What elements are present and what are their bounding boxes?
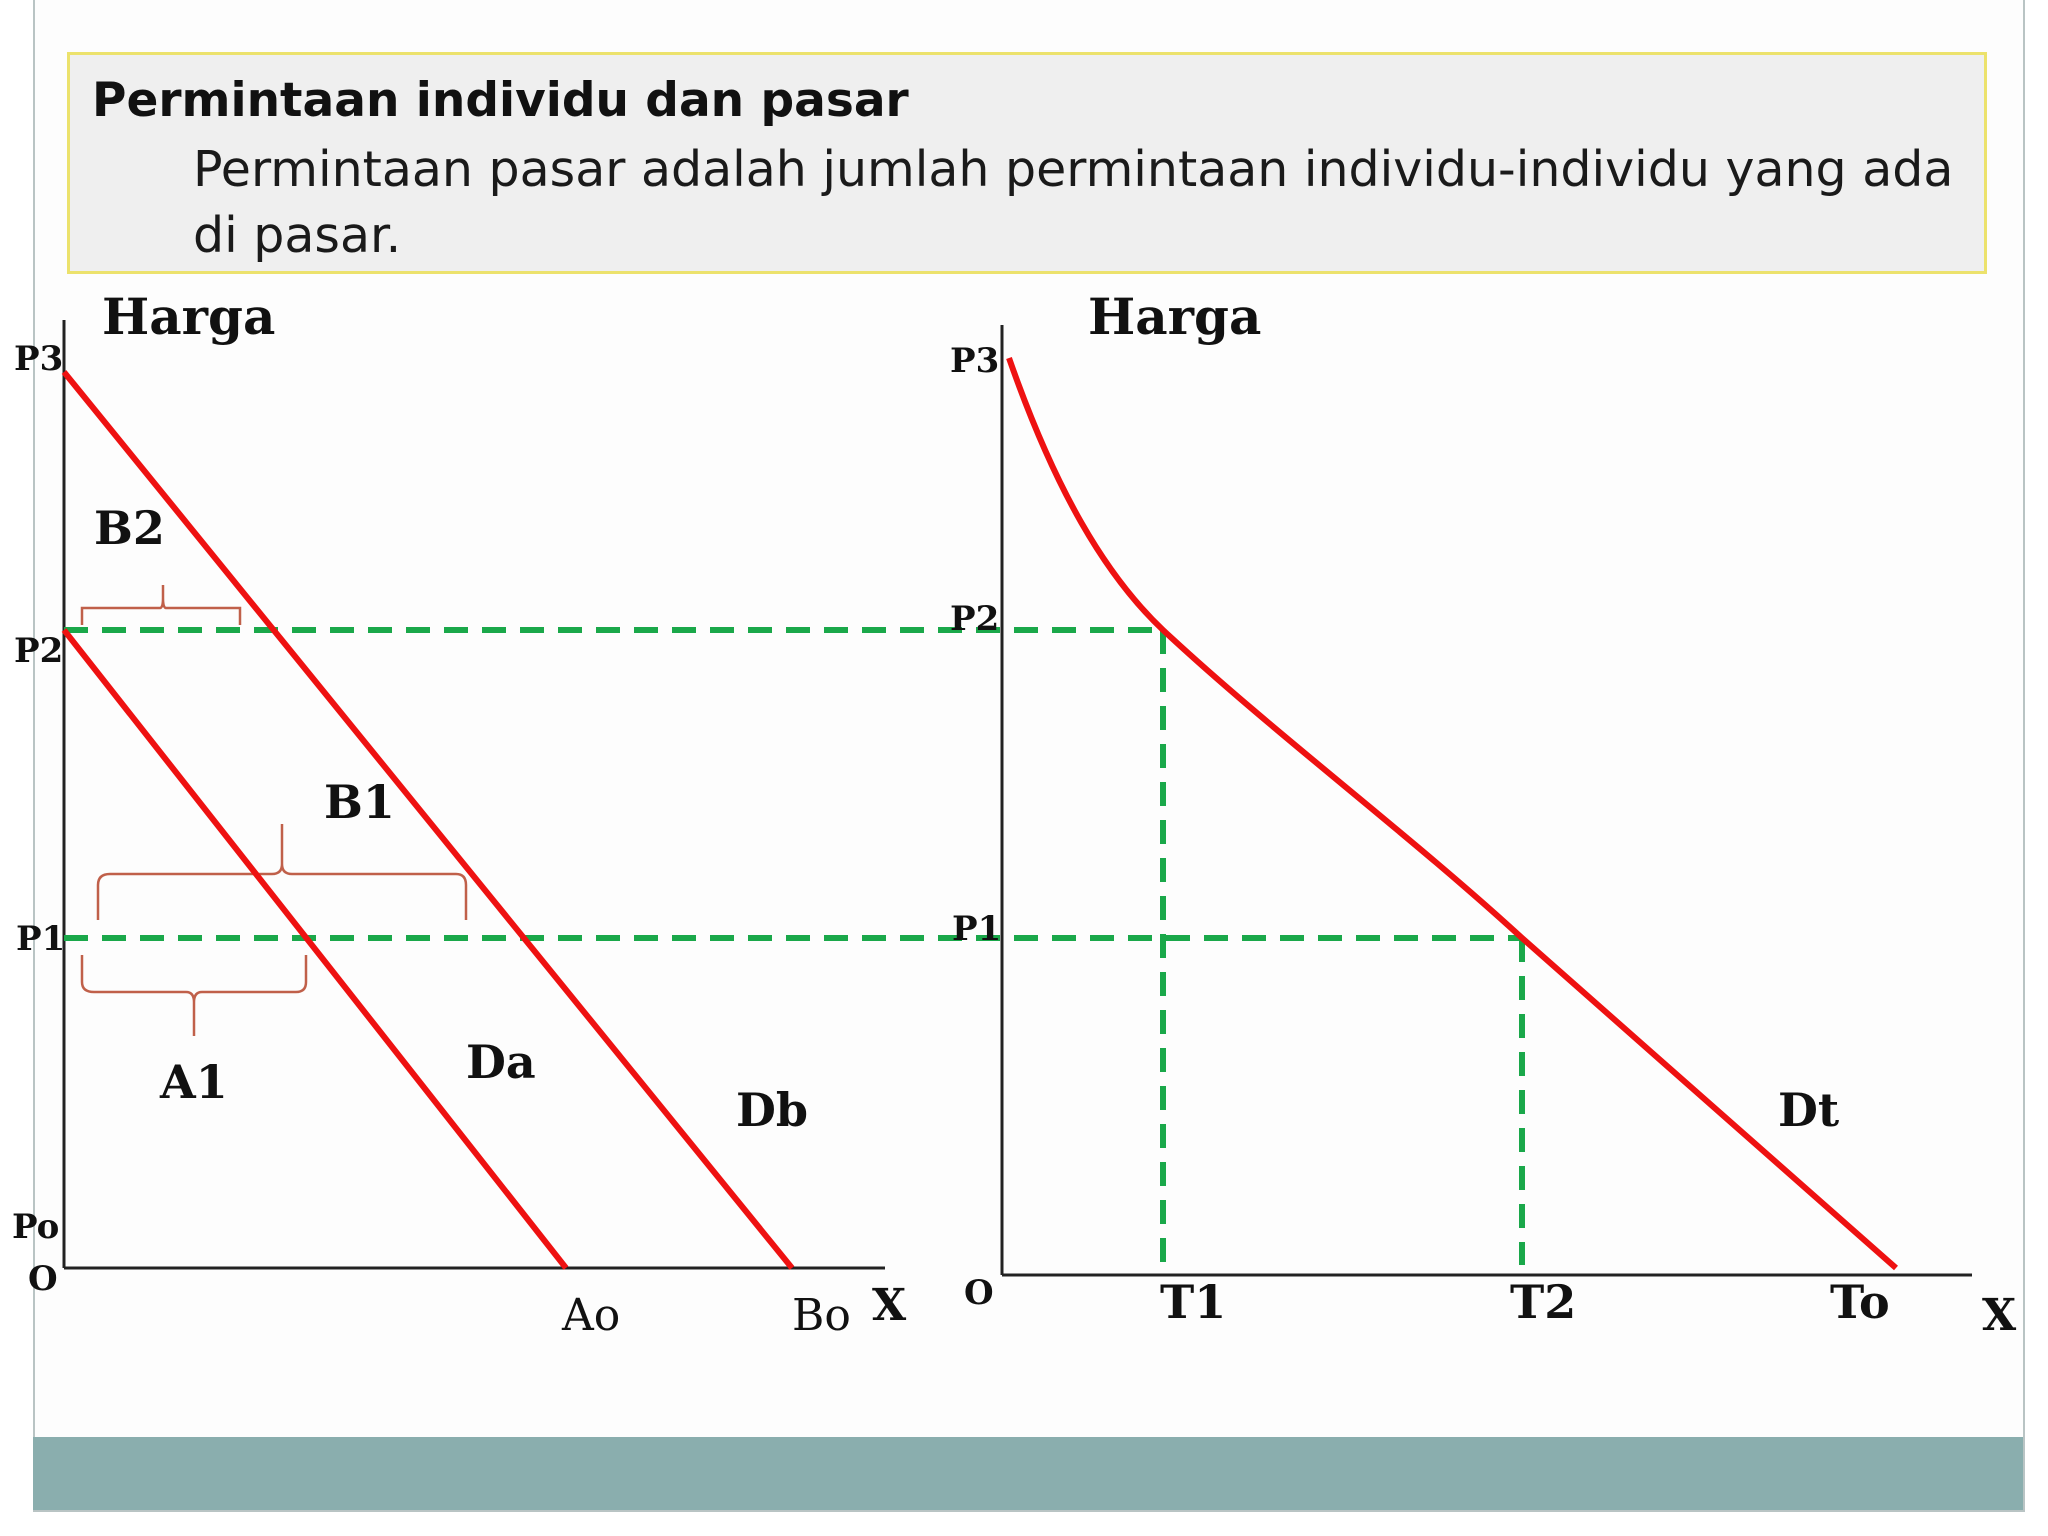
demand-curve-da (64, 630, 566, 1268)
curve-label-dt: Dt (1778, 1083, 1840, 1137)
quantity-label-t2: T2 (1510, 1275, 1577, 1329)
curve-label-db: Db (736, 1083, 809, 1137)
brace-label-b1: B1 (324, 775, 395, 829)
demand-curve-dt (1009, 358, 1896, 1268)
left-price-label-p0: Po (12, 1207, 60, 1247)
curve-label-da: Da (466, 1035, 536, 1089)
right-price-label-p1: P1 (952, 909, 1002, 949)
quantity-label-t0: To (1830, 1275, 1890, 1329)
left-y-axis-label: Harga (102, 287, 276, 346)
individual-demand-panel (12, 287, 1522, 1341)
right-price-label-p3: P3 (950, 341, 1000, 381)
left-price-label-p1: P1 (16, 919, 66, 959)
demand-curve-db (64, 372, 792, 1268)
quantity-label-b0: Bo (792, 1290, 851, 1341)
brace-b2 (82, 585, 240, 625)
brace-a1 (82, 955, 306, 1036)
quantity-label-a0: Ao (562, 1290, 621, 1341)
slide-title: Permintaan individu dan pasar (92, 73, 909, 128)
right-price-label-p2: P2 (950, 599, 1000, 639)
left-price-label-p2: P2 (14, 631, 64, 671)
left-origin-label: O (28, 1259, 58, 1299)
right-y-axis-label: Harga (1088, 287, 1262, 346)
left-x-axis-label: X (872, 1280, 907, 1331)
quantity-label-t1: T1 (1160, 1275, 1227, 1329)
definition-text: Permintaan pasar adalah jumlah permintaan individu-individu yang ada di pasar. (193, 141, 1954, 264)
market-demand-panel (950, 287, 2017, 1341)
right-origin-label: O (964, 1273, 994, 1313)
right-x-axis-label: X (1982, 1290, 2017, 1341)
brace-label-b2: B2 (94, 501, 165, 555)
left-price-label-p3: P3 (14, 339, 64, 379)
brace-label-a1: A1 (160, 1055, 228, 1109)
